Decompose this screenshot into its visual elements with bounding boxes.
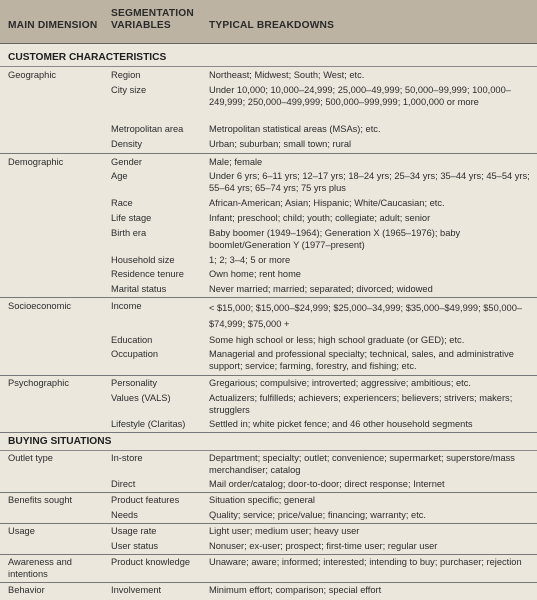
dimension-behavior: Behavior: [8, 585, 45, 595]
breakdown-text: Actualizers; fulfilleds; achievers; experiencers; believers; strivers; makers; strugglers: [209, 393, 513, 415]
variable-label: Income: [111, 301, 142, 311]
breakdown-text: Settled in; white picket fence; and 46 other household segments: [209, 419, 473, 429]
breakdown-text: Metropolitan statistical areas (MSAs); etc.: [209, 124, 381, 134]
breakdown-text: Minimum effort; comparison; special effort: [209, 585, 382, 595]
breakdown-text: Nonuser; ex-user; prospect; first-time user; regular user: [209, 541, 438, 551]
variable-label: Values (VALS): [111, 393, 171, 403]
variable-label: Household size: [111, 255, 175, 265]
breakdown-text: Own home; rent home: [209, 269, 301, 279]
variable-label: Birth era: [111, 228, 147, 238]
variable-label: Personality: [111, 378, 157, 388]
section-customer-characteristics: CUSTOMER CHARACTERISTICS: [8, 52, 167, 63]
breakdown-text: Mail order/catalog; door-to-door; direct response; Internet: [209, 479, 445, 489]
divider: [0, 523, 537, 524]
dimension-psychographic: Psychographic: [8, 378, 69, 388]
breakdown-text: Unaware; aware; informed; interested; intending to buy; purchaser; rejection: [209, 557, 522, 567]
header-segmentation: SEGMENTATION: [111, 8, 194, 19]
variable-label: Age: [111, 171, 128, 181]
variable-label: Product knowledge: [111, 557, 191, 567]
dimension-benefits-sought: Benefits sought: [8, 495, 73, 505]
breakdown-text: Northeast; Midwest; South; West; etc.: [209, 70, 365, 80]
table-header: [0, 0, 537, 44]
breakdown-text: Baby boomer (1949–1964); Generation X (1965–1976); baby boomlet/Generation Y (1977–present): [209, 228, 461, 250]
header-typical-breakdowns: TYPICAL BREAKDOWNS: [209, 20, 335, 31]
variable-label: Involvement: [111, 585, 162, 595]
breakdown-text: 1; 2; 3–4; 5 or more: [209, 255, 291, 265]
variable-label: Life stage: [111, 213, 152, 223]
divider: [0, 492, 537, 493]
variable-label: Occupation: [111, 349, 159, 359]
breakdown-text: Department; specialty; outlet; convenience; supermarket; superstore/mass merchandiser; catalog: [209, 453, 515, 475]
breakdown-text: < $15,000; $15,000–$24,999; $25,000–34,999; $35,000–$49,999; $50,000–$74,999; $75,000 +: [209, 303, 523, 329]
divider: [0, 66, 537, 67]
section-buying-situations: BUYING SITUATIONS: [8, 436, 112, 447]
variable-label: Density: [111, 139, 143, 149]
variable-label: Needs: [111, 510, 138, 520]
variable-label: Region: [111, 70, 141, 80]
breakdown-text: Gregarious; compulsive; introverted; aggressive; ambitious; etc.: [209, 378, 471, 388]
header-main-dimension: MAIN DIMENSION: [8, 20, 98, 31]
breakdown-text: Infant; preschool; child; youth; collegiate; adult; senior: [209, 213, 431, 223]
variable-label: Marital status: [111, 284, 167, 294]
variable-label: Lifestyle (Claritas): [111, 419, 186, 429]
breakdown-text: Under 10,000; 10,000–24,999; 25,000–49,999; 50,000–99,999; 100,000–249,999; 250,000–499,999; 500,000–999,999; 1,000,000 or more: [209, 85, 511, 107]
variable-label: Residence tenure: [111, 269, 184, 279]
divider: [0, 582, 537, 583]
breakdown-text: Situation specific; general: [209, 495, 315, 505]
variable-label: Education: [111, 335, 153, 345]
breakdown-text: Under 6 yrs; 6–11 yrs; 12–17 yrs; 18–24 yrs; 25–34 yrs; 35–44 yrs; 45–54 yrs; 55–64 yrs; 65–74 yrs; 75 yrs plus: [209, 171, 530, 193]
breakdown-text: Some high school or less; high school graduate (or GED); etc.: [209, 335, 465, 345]
divider: [0, 153, 537, 154]
variable-label: Metropolitan area: [111, 124, 184, 134]
breakdown-text: Managerial and professional specialty; technical, sales, and administrative support; service; farming, forestry, and fishing; etc.: [209, 349, 514, 371]
breakdown-text: Male; female: [209, 157, 263, 167]
breakdown-text: Urban; suburban; small town; rural: [209, 139, 352, 149]
dimension-demographic: Demographic: [8, 157, 64, 167]
breakdown-text: Light user; medium user; heavy user: [209, 526, 360, 536]
breakdown-text: Quality; service; price/value; financing; warranty; etc.: [209, 510, 427, 520]
divider: [0, 432, 537, 433]
dimension-usage: Usage: [8, 526, 35, 536]
divider: [0, 554, 537, 555]
variable-label: City size: [111, 85, 147, 95]
breakdown-text: Never married; married; separated; divorced; widowed: [209, 284, 433, 294]
variable-label: Product features: [111, 495, 180, 505]
variable-label: User status: [111, 541, 159, 551]
header-variables: VARIABLES: [111, 20, 171, 31]
dimension-socioeconomic: Socioeconomic: [8, 301, 72, 311]
divider: [0, 297, 537, 298]
variable-label: Direct: [111, 479, 136, 489]
divider: [0, 375, 537, 376]
dimension-geographic: Geographic: [8, 70, 57, 80]
variable-label: Race: [111, 198, 133, 208]
breakdown-text: African-American; Asian; Hispanic; White/Caucasian; etc.: [209, 198, 445, 208]
variable-label: Gender: [111, 157, 143, 167]
divider: [0, 450, 537, 451]
dimension-outlet-type: Outlet type: [8, 453, 53, 463]
variable-label: In-store: [111, 453, 143, 463]
dimension-awareness-intentions: Awareness and intentions: [8, 557, 72, 579]
variable-label: Usage rate: [111, 526, 157, 536]
